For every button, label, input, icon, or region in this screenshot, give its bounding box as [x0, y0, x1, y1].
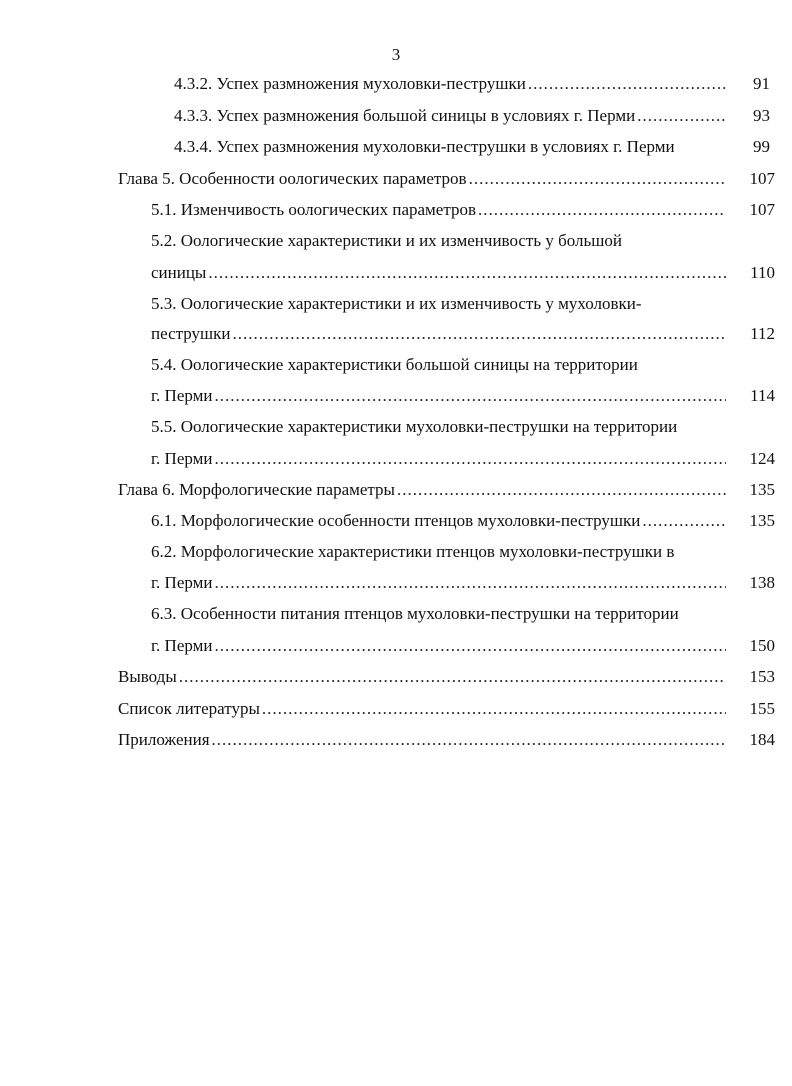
toc-leader [642, 510, 726, 532]
toc-entry-text: Глава 5. Особенности оологических параметров [118, 169, 467, 188]
page-number: 3 [391, 45, 401, 64]
toc-entry-text: Глава 6. Морфологические параметры [118, 480, 395, 499]
toc-entry-5-3-line1[interactable] [151, 293, 642, 315]
toc-leader [214, 572, 726, 594]
toc-entry-text: 4.3.4. Успех размножения мухоловки-пеструшки в условиях г. Перми [174, 137, 675, 156]
toc-entry-text: Выводы [118, 667, 177, 686]
toc-entry-6-1[interactable] [151, 510, 728, 532]
toc-entry-text: 6.2. Морфологические характеристики птенцов мухоловки-пеструшки в [151, 542, 675, 561]
toc-entry-6-2-line2[interactable] [151, 572, 728, 594]
toc-entry-6-3-line2[interactable] [151, 635, 728, 657]
toc-page-number: 114 [750, 386, 775, 405]
toc-entry-text: синицы [151, 263, 207, 282]
toc-entry-4-3-3[interactable] [174, 105, 728, 127]
toc-entry-text: г. Перми [151, 573, 213, 592]
toc-page-number: 124 [749, 449, 775, 468]
toc-entry-4-3-2[interactable] [174, 73, 728, 95]
toc-entry-text: Список литературы [118, 699, 260, 718]
toc-entry-text: 4.3.3. Успех размножения большой синицы в условиях г. Перми [174, 106, 636, 125]
toc-entry-text: 5.2. Оологические характеристики и их изменчивость у большой [151, 231, 622, 250]
toc-entry-5-4-line2[interactable] [151, 385, 728, 407]
toc-page-number: 135 [749, 511, 775, 530]
toc-entry-text: 4.3.2. Успех размножения мухоловки-пеструшки [174, 74, 526, 93]
toc-page-number: 91 [753, 74, 770, 93]
toc-leader [208, 262, 726, 284]
toc-entry-6-3-line1[interactable] [151, 603, 679, 625]
toc-leader [214, 385, 726, 407]
toc-leader [637, 105, 726, 127]
toc-entry-chapter-6[interactable] [118, 479, 728, 501]
toc-entry-conclusions[interactable] [118, 666, 728, 688]
toc-entry-text: г. Перми [151, 636, 213, 655]
toc-entry-references[interactable] [118, 698, 728, 720]
toc-page-number: 93 [753, 106, 770, 125]
toc-page-number: 155 [749, 699, 775, 718]
toc-page-number: 184 [749, 730, 775, 749]
toc-entry-text: 5.3. Оологические характеристики и их изменчивость у мухоловки- [151, 294, 642, 313]
toc-page-number: 99 [753, 137, 770, 156]
toc-page-number: 107 [749, 169, 775, 188]
toc-page-number: 135 [749, 480, 775, 499]
toc-page-number: 110 [750, 263, 775, 282]
toc-entry-text: г. Перми [151, 449, 213, 468]
toc-entry-5-5-line1[interactable] [151, 416, 677, 438]
toc-leader [232, 323, 726, 345]
toc-entry-appendices[interactable] [118, 729, 728, 751]
toc-entry-text: 6.3. Особенности питания птенцов мухоловки-пеструшки на территории [151, 604, 679, 623]
toc-entry-text: Приложения [118, 730, 210, 749]
toc-page-number: 150 [749, 636, 775, 655]
toc-entry-4-3-4[interactable] [174, 136, 675, 158]
toc-entry-text: 5.5. Оологические характеристики мухоловки-пеструшки на территории [151, 417, 678, 436]
toc-entry-text: г. Перми [151, 386, 213, 405]
toc-entry-5-4-line1[interactable] [151, 354, 638, 376]
toc-entry-5-2-line1[interactable] [151, 230, 622, 252]
toc-entry-5-2-line2[interactable] [151, 262, 728, 284]
toc-page-number: 153 [749, 667, 775, 686]
toc-leader [214, 448, 726, 470]
toc-entry-chapter-5[interactable] [118, 168, 728, 190]
toc-page-number: 112 [750, 324, 775, 343]
toc-page-number: 138 [749, 573, 775, 592]
toc-leader [478, 199, 726, 221]
toc-leader [262, 698, 726, 720]
toc-leader [214, 635, 726, 657]
toc-entry-text: пеструшки [151, 324, 231, 343]
toc-entry-5-3-line2[interactable] [151, 323, 728, 345]
toc-entry-text: 5.4. Оологические характеристики большой синицы на территории [151, 355, 638, 374]
toc-entry-6-2-line1[interactable] [151, 541, 674, 563]
toc-leader [212, 729, 726, 751]
toc-entry-5-1[interactable] [151, 199, 728, 221]
toc-leader [397, 479, 726, 501]
toc-entry-5-5-line2[interactable] [151, 448, 728, 470]
toc-entry-text: 6.1. Морфологические особенности птенцов мухоловки-пеструшки [151, 511, 641, 530]
toc-entry-text: 5.1. Изменчивость оологических параметров [151, 200, 477, 219]
toc-page-number: 107 [749, 200, 775, 219]
toc-leader [179, 666, 726, 688]
toc-leader [528, 73, 726, 95]
toc-leader [469, 168, 726, 190]
